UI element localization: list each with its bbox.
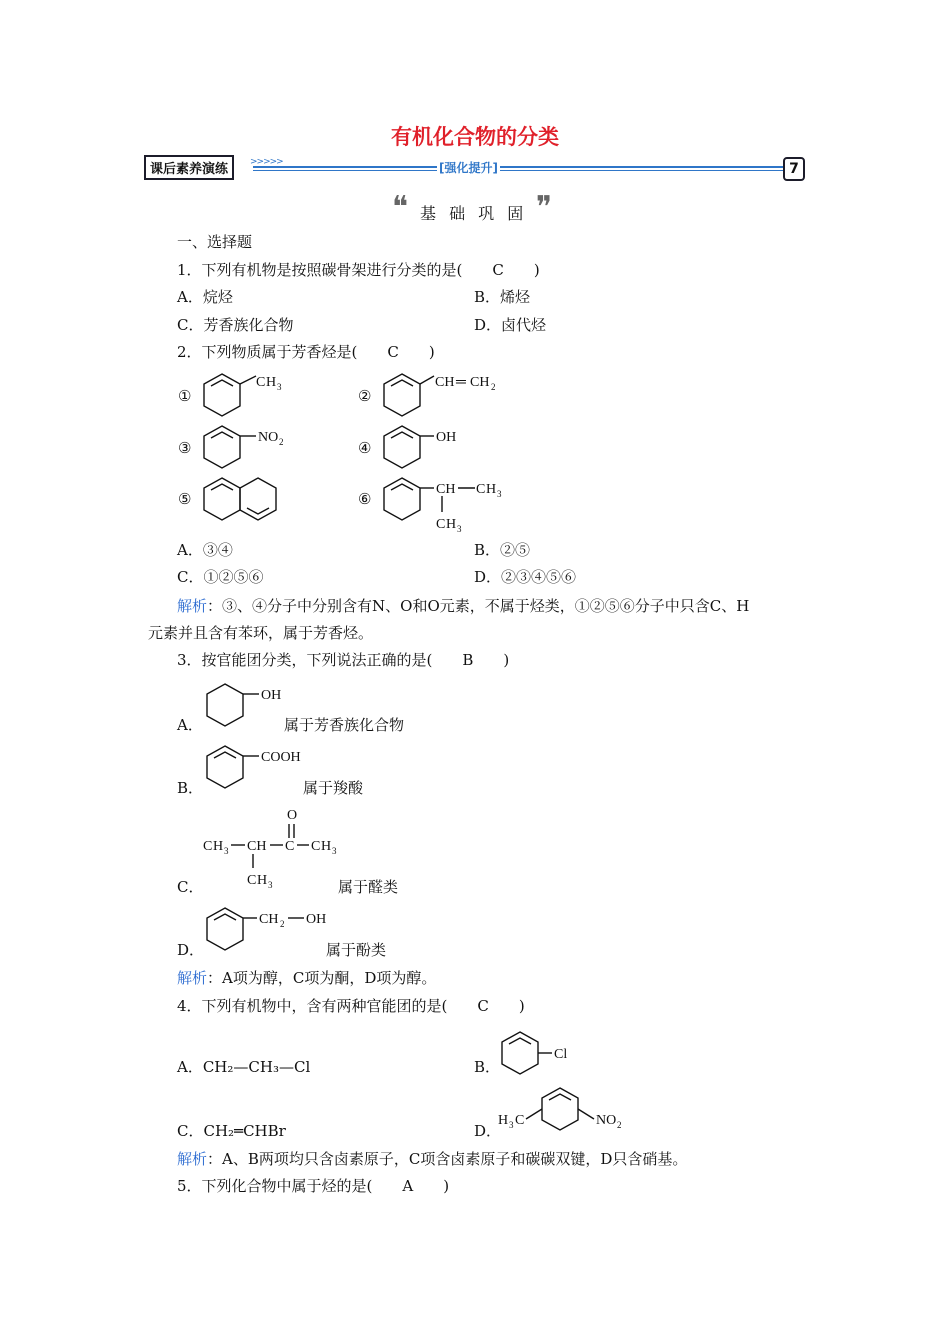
banner-arrows: >>>>> xyxy=(250,157,283,167)
svg-text:H: H xyxy=(446,517,457,532)
svg-text:H: H xyxy=(321,839,332,854)
q3-option-b-text: 属于羧酸 xyxy=(303,779,364,797)
svg-text:2: 2 xyxy=(491,382,496,392)
svg-text:2: 2 xyxy=(617,1120,622,1130)
svg-text:C: C xyxy=(203,839,213,854)
q4-option-c: C．CH₂═CHBr xyxy=(177,1122,286,1140)
q4-explanation: 解析：A、B两项均只含卤素原子，C项含卤素原子和碳碳双键，D只含硝基。 xyxy=(177,1150,688,1168)
q2-molecule-3 xyxy=(200,424,300,472)
svg-text:C: C xyxy=(476,482,486,497)
q2-label-1: ① xyxy=(178,387,192,405)
svg-text:3: 3 xyxy=(497,489,502,499)
svg-text:NO: NO xyxy=(596,1113,617,1128)
banner-number: 7 xyxy=(783,157,805,181)
q2-stem: 2．下列物质属于芳香烃是( C ) xyxy=(177,343,435,361)
part-title: 一、选择题 xyxy=(177,233,253,251)
q4-stem: 4．下列有机物中，含有两种官能团的是( C ) xyxy=(177,997,525,1015)
q4-option-d-label: D． xyxy=(474,1122,502,1140)
section-heading: 基 础 巩 固 xyxy=(420,204,528,223)
q3-option-c-label: C． xyxy=(177,878,204,896)
open-quote-icon: ❝ xyxy=(392,190,409,225)
q2-option-c: C．①②⑤⑥ xyxy=(177,568,264,586)
q3-option-c-text: 属于醛类 xyxy=(338,878,399,896)
svg-text:COOH: COOH xyxy=(261,750,301,765)
close-quote-icon: ❞ xyxy=(536,190,553,225)
q1-option-b: B．烯烃 xyxy=(474,288,531,306)
svg-text:CH: CH xyxy=(435,375,455,390)
svg-text:H: H xyxy=(486,482,497,497)
svg-text:═: ═ xyxy=(456,375,466,390)
q2-molecule-5 xyxy=(200,476,284,524)
page-title: 有机化合物的分类 xyxy=(391,124,559,149)
q2-molecule-4 xyxy=(380,424,470,472)
svg-text:CH: CH xyxy=(470,375,490,390)
svg-text:OH: OH xyxy=(261,688,282,703)
svg-text:C: C xyxy=(285,839,295,854)
svg-text:3: 3 xyxy=(268,880,273,890)
q3-molecule-a xyxy=(203,682,293,734)
q1-option-a: A．烷烃 xyxy=(177,288,233,306)
q3-explanation: 解析：A项为醇，C项为酮，D项为醇。 xyxy=(177,969,437,987)
q2-explanation: 解析：③、④分子中分别含有N、O和O元素，不属于烃类，①②⑤⑥分子中只含C、H xyxy=(177,597,750,615)
svg-text:C: C xyxy=(311,839,321,854)
svg-text:O: O xyxy=(287,808,298,823)
banner-rule-thin xyxy=(253,170,789,171)
svg-text:3: 3 xyxy=(509,1120,514,1130)
svg-text:3: 3 xyxy=(332,846,337,856)
svg-text:3: 3 xyxy=(277,382,282,392)
svg-text:CH: CH xyxy=(436,482,456,497)
q2-label-2: ② xyxy=(358,387,372,405)
q2-label-6: ⑥ xyxy=(358,490,372,508)
q2-label-5: ⑤ xyxy=(178,490,192,508)
q1-option-d: D．卤代烃 xyxy=(474,316,547,334)
svg-text:Cl: Cl xyxy=(554,1047,568,1062)
q2-explanation-cont: 元素并且含有苯环，属于芳香烃。 xyxy=(148,624,374,642)
svg-text:OH: OH xyxy=(306,912,327,927)
banner-middle-label: [强化提升] xyxy=(439,161,498,175)
svg-text:C: C xyxy=(436,517,446,532)
q1-stem: 1．下列有机物是按照碳骨架进行分类的是( C ) xyxy=(177,261,540,279)
q4-option-a: A．CH₂—CH₃—Cl xyxy=(177,1058,311,1076)
svg-text:C: C xyxy=(256,375,266,390)
q5-stem: 5．下列化合物中属于烃的是( A ) xyxy=(177,1177,450,1195)
q2-molecule-1 xyxy=(200,372,290,420)
q2-label-4: ④ xyxy=(358,439,372,457)
q2-molecule-6 xyxy=(380,476,510,536)
q4-molecule-d xyxy=(498,1086,638,1138)
svg-text:OH: OH xyxy=(436,430,457,445)
svg-text:H: H xyxy=(266,375,277,390)
q3-molecule-c xyxy=(203,804,353,890)
svg-text:3: 3 xyxy=(224,846,229,856)
svg-text:CH: CH xyxy=(247,839,267,854)
svg-text:2: 2 xyxy=(280,919,285,929)
q2-option-a: A．③④ xyxy=(177,541,233,559)
q2-label-3: ③ xyxy=(178,439,192,457)
svg-text:H: H xyxy=(257,873,268,888)
q3-option-b-label: B． xyxy=(177,779,204,797)
svg-text:C: C xyxy=(247,873,257,888)
q3-option-d-label: D． xyxy=(177,941,205,959)
svg-text:CH: CH xyxy=(259,912,279,927)
q3-molecule-b xyxy=(203,744,313,796)
q2-option-b: B．②⑤ xyxy=(474,541,531,559)
q4-option-b-label: B． xyxy=(474,1058,501,1076)
svg-text:H: H xyxy=(498,1113,509,1128)
q3-option-a-label: A． xyxy=(177,716,203,734)
banner-rule xyxy=(253,166,789,168)
svg-text:NO: NO xyxy=(258,430,279,445)
q3-option-d-text: 属于酚类 xyxy=(326,941,387,959)
q1-option-c: C．芳香族化合物 xyxy=(177,316,294,334)
svg-text:2: 2 xyxy=(279,437,284,447)
svg-text:C: C xyxy=(515,1113,525,1128)
svg-text:3: 3 xyxy=(457,524,462,534)
banner-left-label: 课后素养演练 xyxy=(144,155,234,180)
q3-molecule-d xyxy=(203,906,333,958)
q4-molecule-b xyxy=(498,1030,588,1082)
q2-molecule-2 xyxy=(380,372,510,420)
q3-stem: 3．按官能团分类，下列说法正确的是( B ) xyxy=(177,651,510,669)
q3-option-a-text: 属于芳香族化合物 xyxy=(284,716,405,734)
svg-text:H: H xyxy=(213,839,224,854)
q2-option-d: D．②③④⑤⑥ xyxy=(474,568,577,586)
